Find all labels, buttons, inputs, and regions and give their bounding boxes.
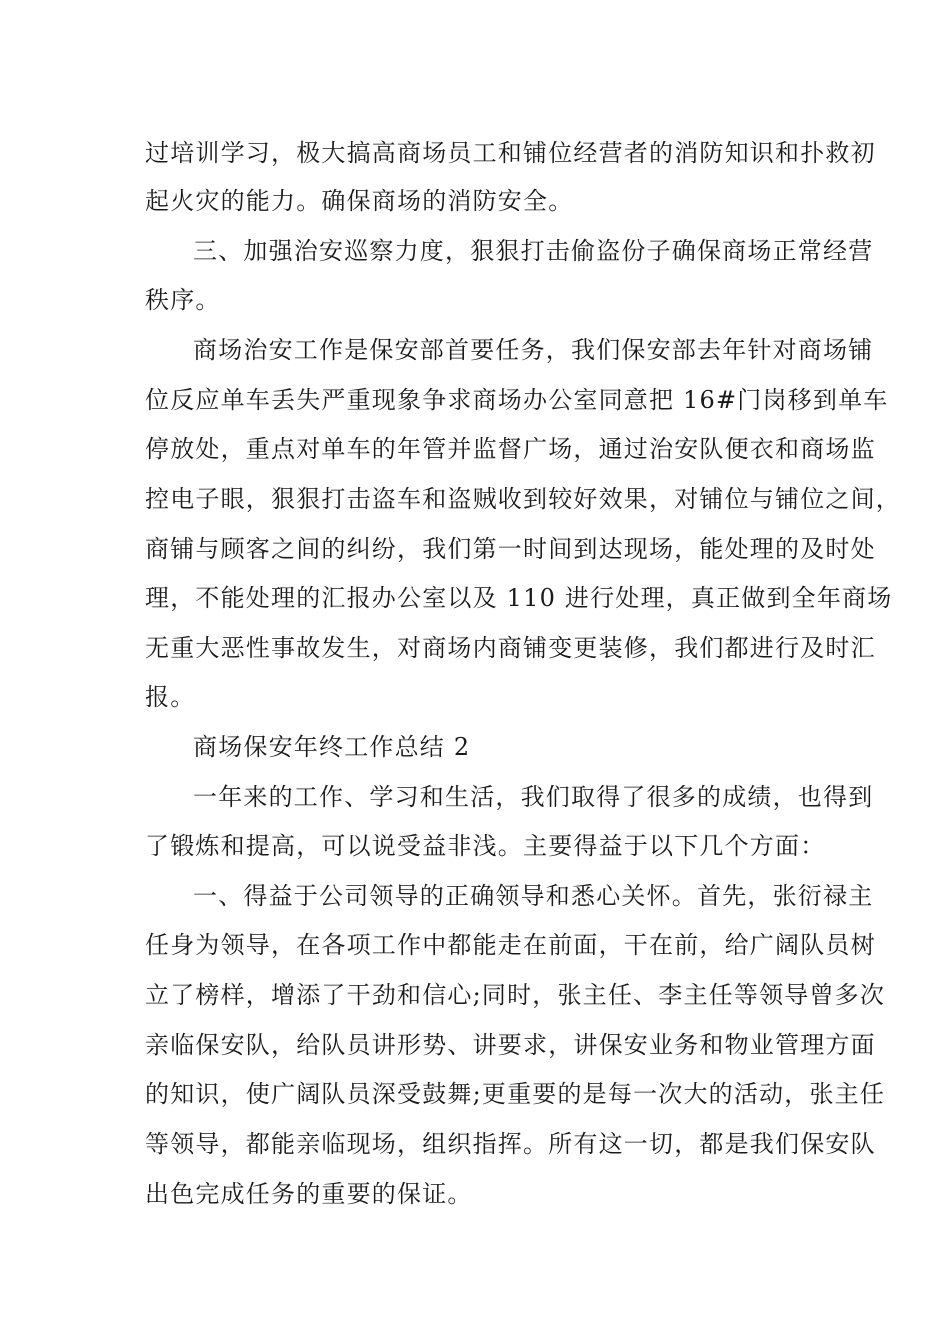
paragraph-line: 位反应单车丢失严重现象争求商场办公室同意把 16#门岗移到单车 <box>145 386 889 414</box>
paragraph-line: 商铺与顾客之间的纠纷，我们第一时间到达现场，能处理的及时处 <box>145 535 876 563</box>
paragraph-line: 亲临保安队，给队员讲形势、讲要求，讲保安业务和物业管理方面 <box>145 1031 876 1059</box>
paragraph-line: 等领导，都能亲临现场，组织指挥。所有这一切，都是我们保安队 <box>145 1130 876 1158</box>
paragraph-line: 无重大恶性事故发生，对商场内商铺变更装修，我们都进行及时汇 <box>145 634 876 662</box>
document-title: 商场保安年终工作总结 2 <box>193 733 471 761</box>
section-heading-3: 三、加强治安巡察力度，狠狠打击偷盗份子确保商场正常经营 <box>193 237 874 265</box>
paragraph-line: 任身为领导，在各项工作中都能走在前面，干在前，给广阔队员树 <box>145 931 876 959</box>
paragraph-line: 的知识，使广阔队员深受鼓舞;更重要的是每一次大的活动，张主任 <box>145 1080 886 1108</box>
paragraph-line: 起火灾的能力。确保商场的消防安全。 <box>145 187 574 215</box>
paragraph-line: 理，不能处理的汇报办公室以及 110 进行处理，真正做到全年商场 <box>145 584 893 612</box>
paragraph-line: 立了榜样，增添了干劲和信心;同时，张主任、李主任等领导曾多次 <box>145 981 886 1009</box>
paragraph-line: 商场治安工作是保安部首要任务，我们保安部去年针对商场铺 <box>193 336 874 364</box>
paragraph-line: 出色完成任务的重要的保证。 <box>145 1180 473 1208</box>
paragraph-line: 了锻炼和提高，可以说受益非浅。主要得益于以下几个方面： <box>145 832 826 860</box>
paragraph-line: 过培训学习，极大搞高商场员工和铺位经营者的消防知识和扑救初 <box>145 139 876 167</box>
section-heading-1: 一、得益于公司领导的正确领导和悉心关怀。首先，张衍禄主 <box>193 882 874 910</box>
paragraph-line: 秩序。 <box>145 286 221 314</box>
paragraph-line: 一年来的工作、学习和生活，我们取得了很多的成绩，也得到 <box>193 783 874 811</box>
paragraph-line: 控电子眼，狠狠打击盗车和盗贼收到较好效果，对铺位与铺位之间， <box>145 485 901 513</box>
paragraph-line: 停放处，重点对单车的年管并监督广场，通过治安队便衣和商场监 <box>145 435 876 463</box>
paragraph-line: 报。 <box>145 683 196 711</box>
